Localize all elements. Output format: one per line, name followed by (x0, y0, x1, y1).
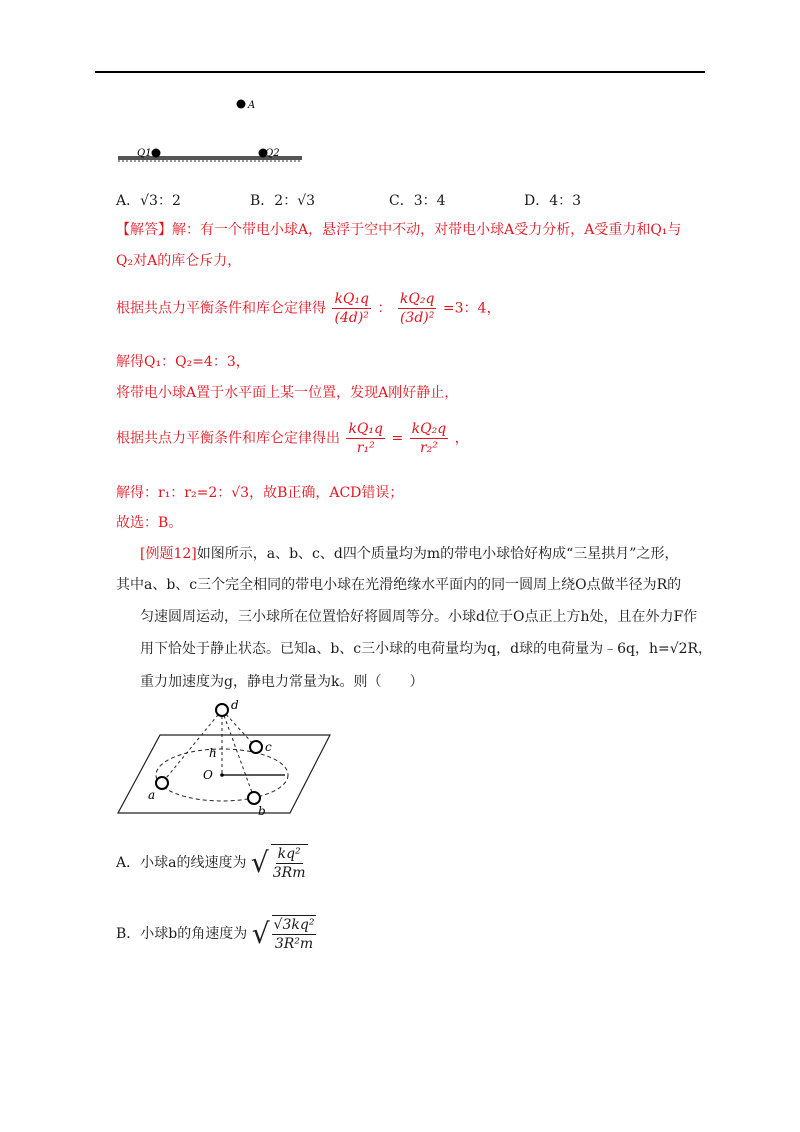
answer-tag: 【解答】 (116, 222, 172, 238)
example-line-3: 匀速圆周运动，三小球所在位置恰好将圆周等分。小球d位于O点正上方h处，且在外力F作 (140, 609, 698, 625)
answer-line-5: 将带电小球A置于水平面上某一位置，发现A刚好静止， (116, 385, 459, 401)
label-A: A (248, 100, 256, 111)
sqrt-expression-b: √ $\frac{\text{√3kq²}}{\text{3R²m}}$ (251, 917, 315, 952)
ball-a (156, 777, 168, 789)
example-line-1: [例题12]如图所示，a、b、c、d四个质量均为m的带电小球恰好构成“三星拱月”之形， (140, 546, 679, 562)
option-c: C．3：4 (389, 193, 446, 209)
ball-d (216, 704, 228, 716)
label-Q1: Q1 (137, 148, 152, 159)
answer-line-2: Q₂对A的库仑斥力， (116, 253, 242, 269)
answer-line-3: 根据共点力平衡条件和库仑定律得 $\frac{\text{kQ₁q}}{\text{(4d)²}}$ ： $\frac{\text{kQ₂q}}{\text{(3d)²}}$ =3：4， (116, 291, 501, 326)
fraction-3: $\frac{\text{kQ₁q}}{\text{r₁²}}$ (348, 421, 383, 456)
example-tag: [例题12] (140, 546, 197, 562)
answer-line-8: 故选：B。 (116, 515, 183, 531)
option-a: A．√3：2 (116, 193, 181, 209)
option-b: B．2：√3 (250, 193, 316, 209)
option-d: D．4：3 (524, 193, 582, 209)
sqrt-expression-a: √ $\frac{\text{kq²}}{3Rm}$ (250, 846, 306, 881)
label-Q2: Q2 (265, 148, 280, 159)
charges-figure (110, 92, 310, 167)
answer-line-6: 根据共点力平衡条件和库仑定律得出 $\frac{\text{kQ₁q}}{\text{r₁²}}$ = $\frac{\text{kQ₂q}}{\text{r₂²}}$ ， (116, 421, 469, 456)
ball-Q1 (152, 149, 161, 158)
ball-c (250, 741, 262, 753)
ball-A (237, 100, 246, 109)
ball-b (248, 792, 260, 804)
header-rule (95, 71, 705, 73)
example-line-4: 用下恰处于静止状态。已知a、b、c三小球的电荷量均为q，d球的电荷量为﹣6q，h=√2R， (140, 641, 713, 657)
label-a: a (148, 788, 156, 802)
label-b: b (258, 804, 266, 818)
fraction-4: $\frac{\text{kQ₂q}}{\text{r₂²}}$ (411, 421, 447, 456)
option2-b: B．小球b的角速度为 √ $\frac{\text{√3kq²}}{\text{3R²m}}$ (116, 915, 318, 953)
example-line-2: 其中a、b、c三个完全相同的带电小球在光滑绝缘水平面内的同一圆周上绕O点做半径为R的 (116, 577, 682, 593)
label-O: O (203, 768, 213, 782)
option2-a: A．小球a的线速度为 √ $\frac{\text{kq²}}{3Rm}$ (116, 844, 310, 882)
example-line-5: 重力加速度为g，静电力常量为k。则（ ） (140, 674, 424, 690)
three-stars-figure (110, 695, 340, 825)
label-h: h (209, 746, 217, 760)
answer-line-4: 解得Q₁：Q₂=4：3， (116, 354, 250, 370)
fraction-1: $\frac{\text{kQ₁q}}{\text{(4d)²}}$ (334, 291, 369, 326)
fraction-2: $\frac{\text{kQ₂q}}{\text{(3d)²}}$ (399, 291, 435, 326)
answer-line-7: 解得：r₁：r₂=2：√3，故B正确，ACD错误； (116, 485, 404, 501)
label-c: c (265, 740, 272, 754)
answer-line-1: 【解答】解：有一个带电小球A，悬浮于空中不动，对带电小球A受力分析，A受重力和Q₁与 (116, 222, 682, 238)
label-d: d (231, 698, 239, 712)
